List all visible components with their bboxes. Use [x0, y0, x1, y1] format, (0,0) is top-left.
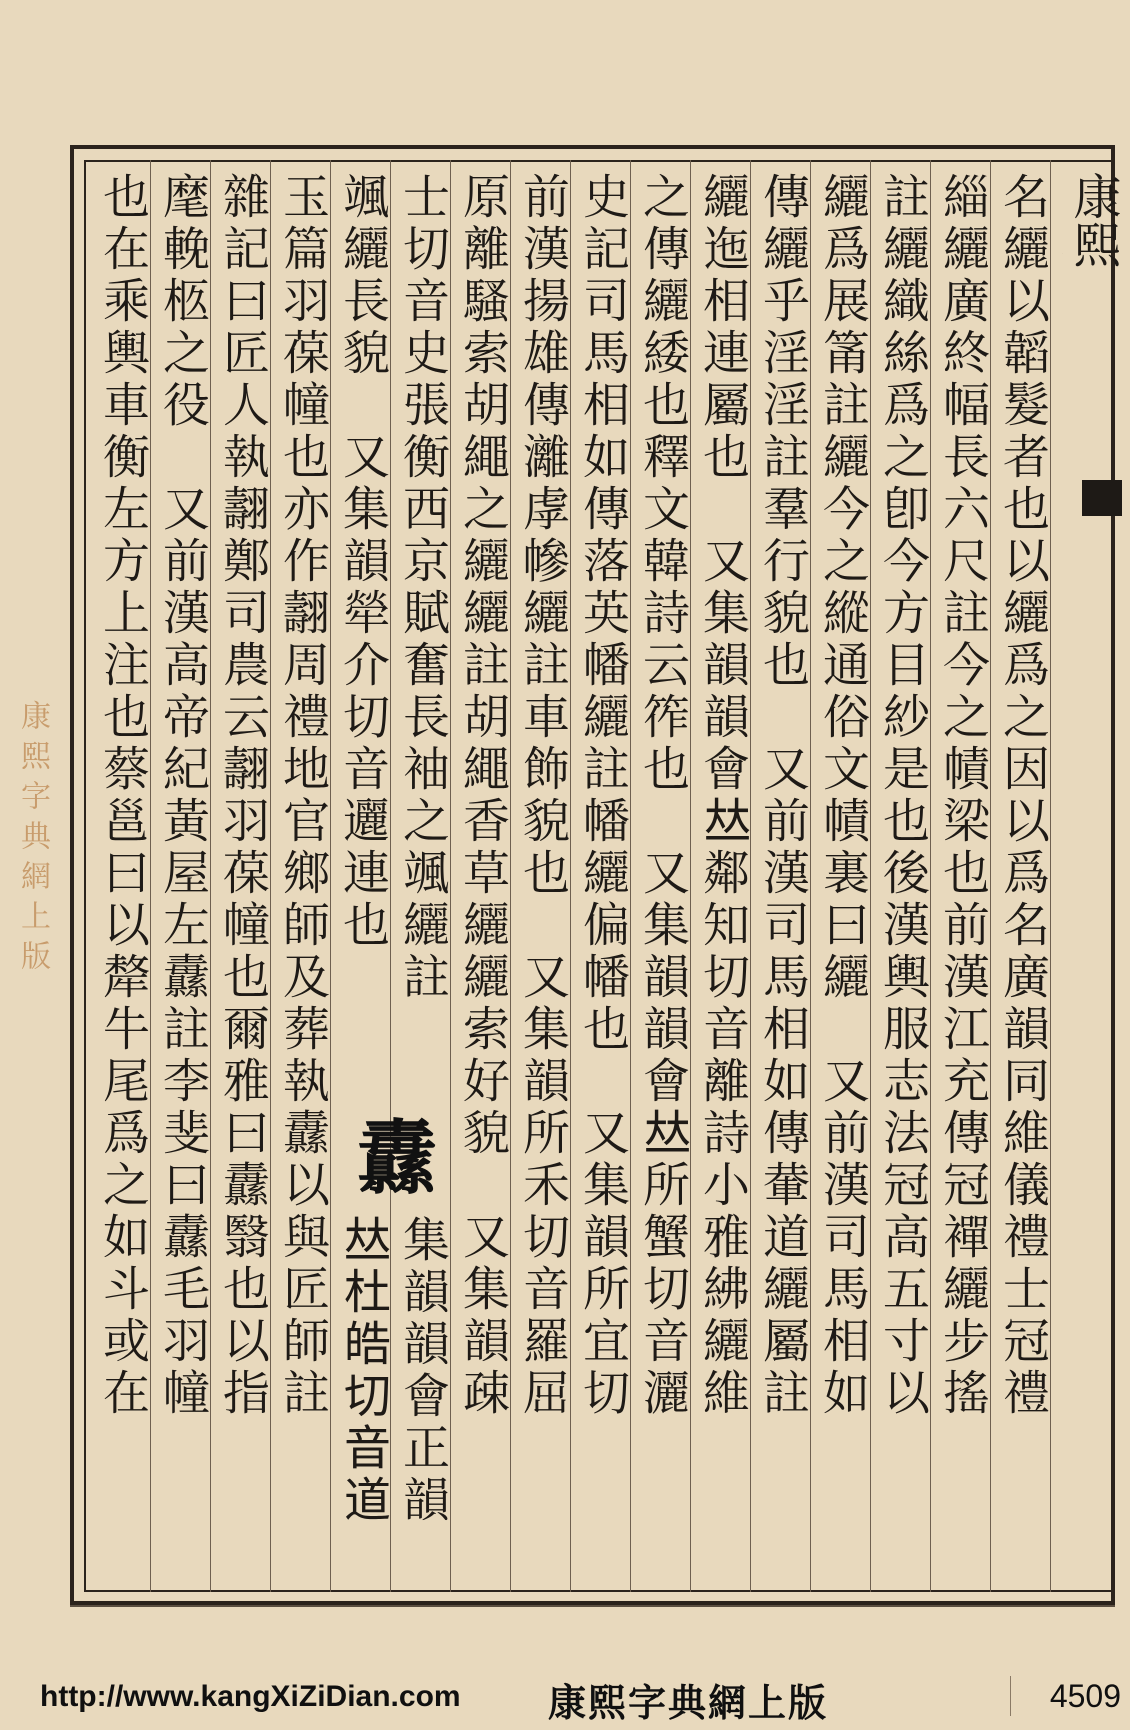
text-column: 之傳纚緌也釋文韓詩云筰也 又集韻韻會𠀤所蟹切音灑 [635, 172, 690, 1420]
header-black-block [1082, 480, 1122, 516]
text-column: 玉篇羽葆幢也亦作翿周禮地官鄉師及葬執纛以與匠師註 [275, 172, 330, 1420]
text-column: 史記司馬相如傳落英幡纚註幡纚偏幡也 又集韻所宜切 [575, 172, 630, 1420]
entry-head-reading: 𠀤杜皓切音道 [335, 1215, 390, 1527]
entry-head-character: 纛 [357, 1111, 437, 1205]
text-column: 傳纚乎淫淫註羣行貌也 又前漢司馬相如傳輂道纚屬註 [755, 172, 810, 1420]
bottom-rule [70, 1605, 1115, 1607]
text-column: 前漢揚雄傳灕虖幓纚註車飾貌也 又集韻所禾切音羅屈 [515, 172, 570, 1420]
text-column: 名纚以韜髮者也以纚爲之因以爲名廣韻同維儀禮士冠禮 [995, 172, 1050, 1420]
page-number: 4509 [1010, 1676, 1121, 1716]
text-column: 纚迤相連屬也 又集韻韻會𠀤鄰知切音離詩小雅紼纚維 [695, 172, 750, 1420]
text-column: 颯纚長貌 又集韻犖介切音邐連也 [335, 172, 390, 952]
text-column: 麾輓柩之役 又前漢高帝紀黃屋左纛註李斐曰纛毛羽幢 [155, 172, 210, 1420]
text-column: 纚爲展筩註纚今之縱通俗文幘裏曰纚 又前漢司馬相如 [815, 172, 870, 1420]
text-column: 原離騷索胡繩之纚纚註胡繩香草纚纚索好貌 又集韻疎 [455, 172, 510, 1420]
book-title: 康熙 [1065, 172, 1121, 268]
footer-title: 康熙字典網上版 [548, 1681, 829, 1725]
margin-label: 康熙字典網上版 [15, 700, 50, 980]
text-column: 士切音史張衡西京賦奮長袖之颯纚註 [395, 172, 450, 1004]
text-column: 註纚織絲爲之卽今方目紗是也後漢輿服志法冠高五寸以 [875, 172, 930, 1420]
text-column: 雜記曰匠人執翿鄭司農云翿羽葆幢也爾雅曰纛翳也以指 [215, 172, 270, 1420]
text-column: 也在乘輿車衡左方上注也蔡邕曰以犛牛尾爲之如斗或在 [95, 172, 150, 1420]
text-column: 緇纚廣終幅長六尺註今之幘梁也前漢江充傳冠襌纚步搖 [935, 172, 990, 1420]
footer-url[interactable]: http://www.kangXiZiDian.com [40, 1680, 461, 1713]
entry-head-reference: 集韻韻會正韻 [395, 1215, 450, 1527]
